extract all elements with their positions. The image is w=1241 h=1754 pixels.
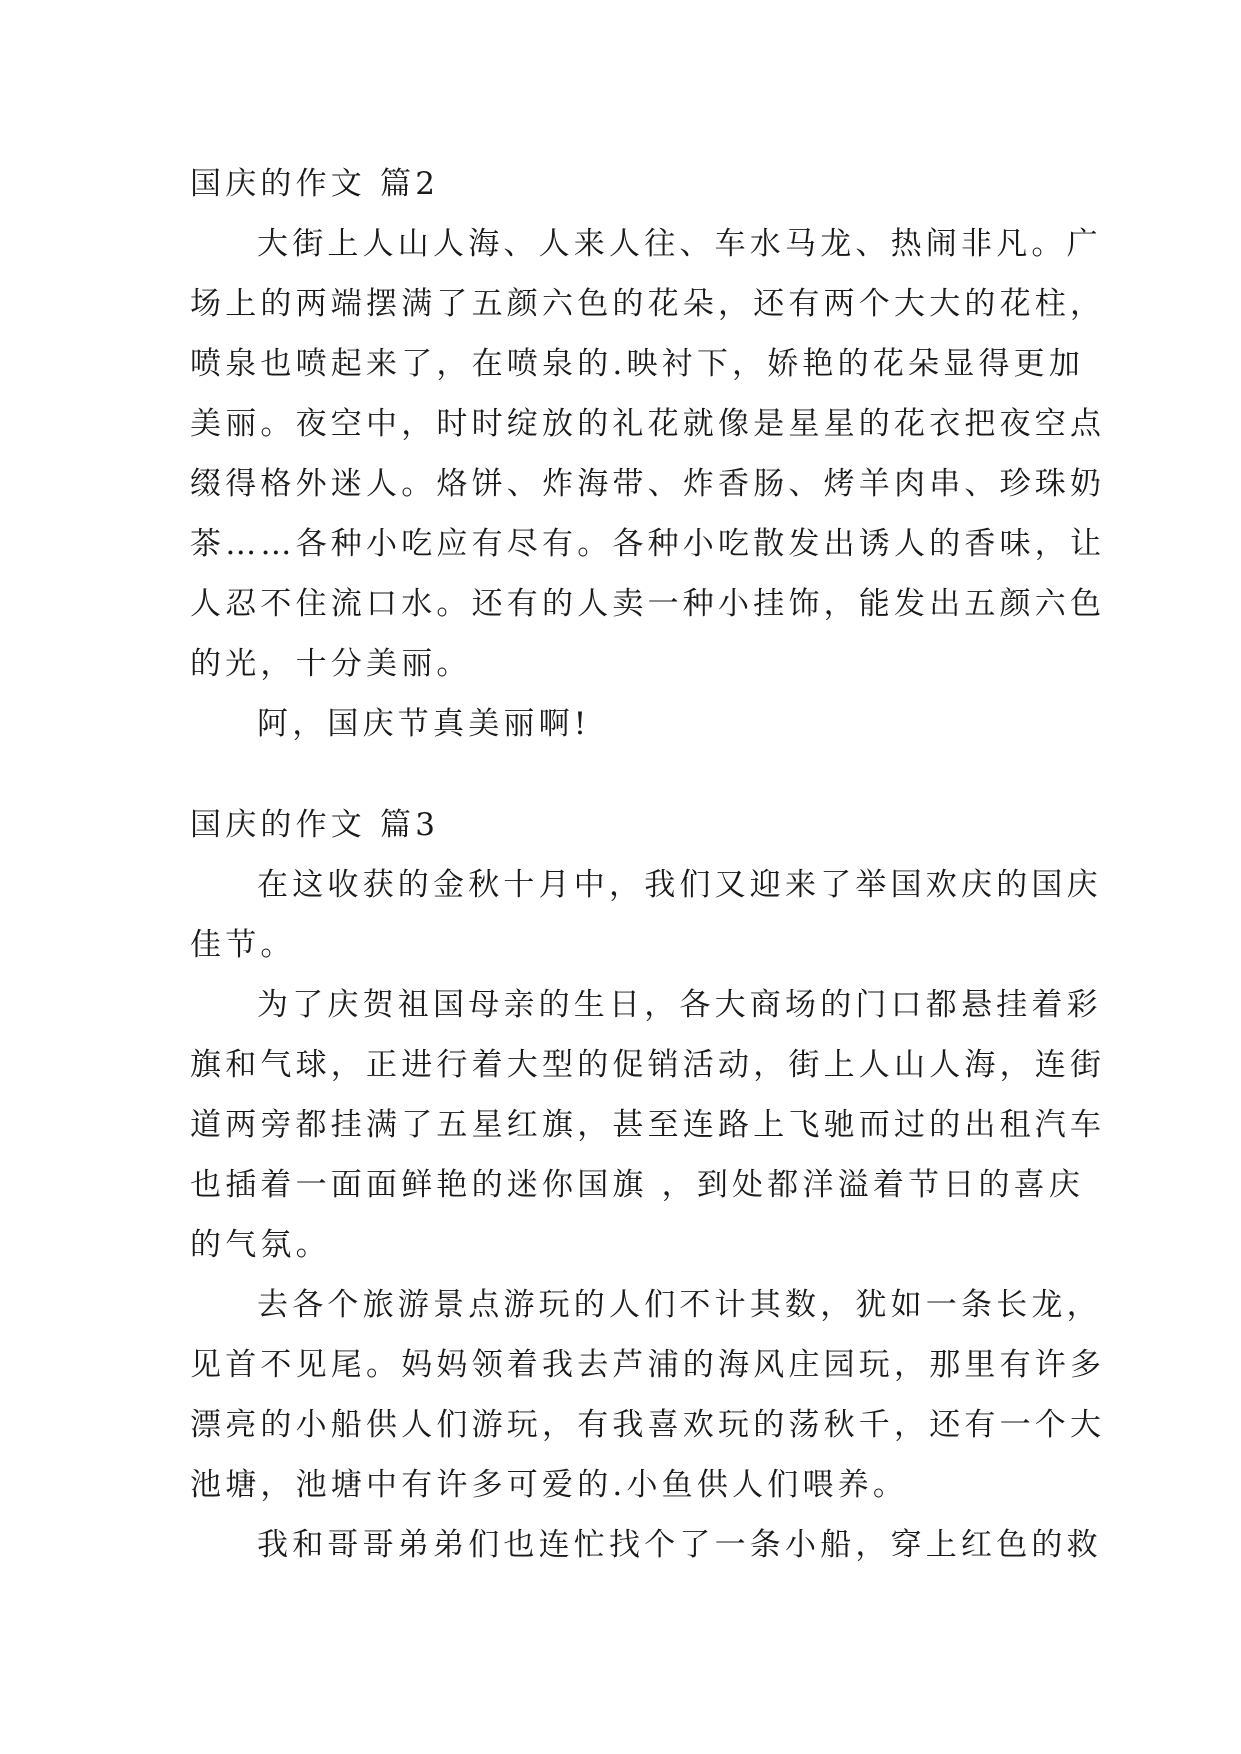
paragraph-line: 缀得格外迷人。烙饼、炸海带、炸香肠、烤羊肉串、珍珠奶 <box>190 466 1106 502</box>
paragraph-line: 阿，国庆节真美丽啊! <box>257 706 591 742</box>
paragraph-line: 旗和气球，正进行着大型的促销活动，街上人山人海，连街 <box>190 1047 1106 1083</box>
paragraph-line: 的光，十分美丽。 <box>190 646 472 682</box>
paragraph-line: 茶……各种小吃应有尽有。各种小吃散发出诱人的香味，让 <box>190 526 1106 562</box>
paragraph-line: 美丽。夜空中，时时绽放的礼花就像是星星的花衣把夜空点 <box>190 406 1106 442</box>
paragraph-line: 大街上人山人海、人来人往、车水马龙、热闹非凡。广 <box>257 226 1102 262</box>
section-heading: 国庆的作文 篇2 <box>190 166 440 202</box>
paragraph-line: 人忍不住流口水。还有的人卖一种小挂饰，能发出五颜六色 <box>190 586 1106 622</box>
paragraph-line: 在这收获的金秋十月中，我们又迎来了举国欢庆的国庆 <box>257 867 1102 903</box>
section-heading: 国庆的作文 篇3 <box>190 807 440 843</box>
paragraph-line: 为了庆贺祖国母亲的生日，各大商场的门口都悬挂着彩 <box>257 987 1102 1023</box>
paragraph-line: 道两旁都挂满了五星红旗，甚至连路上飞驰而过的出租汽车 <box>190 1107 1106 1143</box>
paragraph-line: 佳节。 <box>190 927 296 963</box>
paragraph-line: 池塘，池塘中有许多可爱的.小鱼供人们喂养。 <box>190 1467 909 1503</box>
paragraph-line: 的气氛。 <box>190 1227 331 1263</box>
paragraph-line: 场上的两端摆满了五颜六色的花朵，还有两个大大的花柱， <box>190 286 1106 322</box>
paragraph-line: 我和哥哥弟弟们也连忙找个了一条小船，穿上红色的救 <box>257 1527 1102 1563</box>
paragraph-line: 喷泉也喷起来了，在喷泉的.映衬下，娇艳的花朵显得更加 <box>190 346 1085 382</box>
paragraph-line: 去各个旅游景点游玩的人们不计其数，犹如一条长龙， <box>257 1287 1102 1323</box>
paragraph-line: 也插着一面面鲜艳的迷你国旗 ，到处都洋溢着节日的喜庆 <box>190 1167 1085 1203</box>
paragraph-line: 见首不见尾。妈妈领着我去芦浦的海风庄园玩，那里有许多 <box>190 1347 1106 1383</box>
paragraph-line: 漂亮的小船供人们游玩，有我喜欢玩的荡秋千，还有一个大 <box>190 1407 1106 1443</box>
